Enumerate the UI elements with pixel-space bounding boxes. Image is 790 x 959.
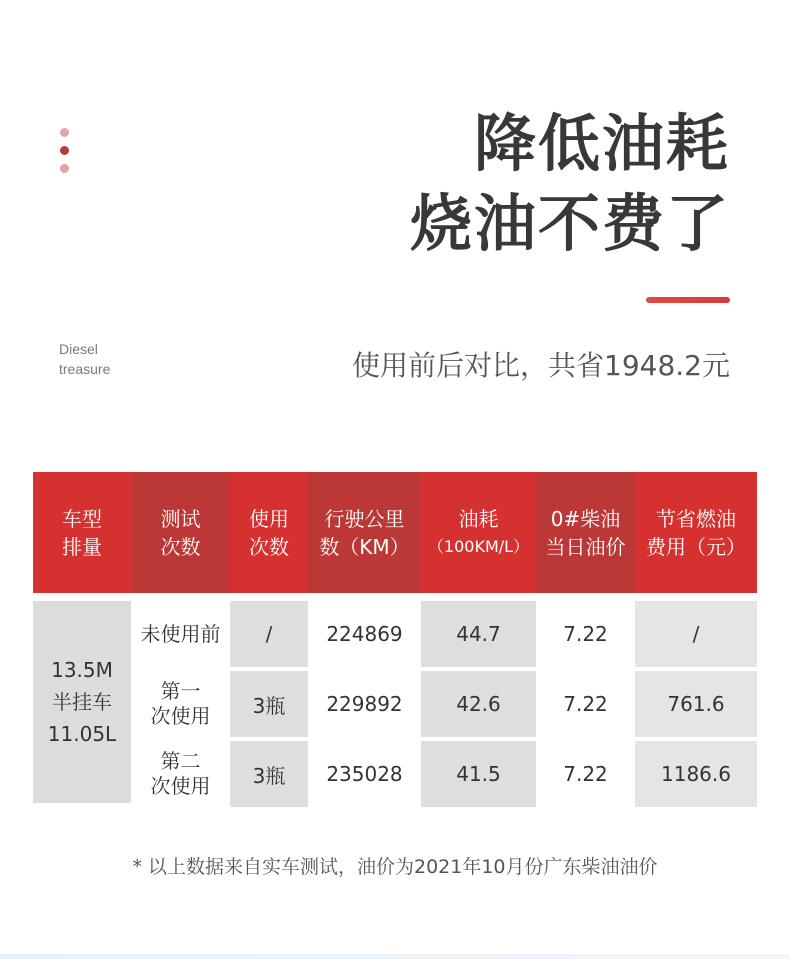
table-row: [33, 741, 757, 807]
comparison-subtitle: 使用前后对比，共省1948.2元: [352, 349, 730, 382]
header-model: 车型 排量: [33, 472, 131, 601]
usage-cell: 3瓶: [230, 671, 308, 741]
saving-cell: /: [635, 601, 757, 671]
header-fuel-saving: 节省燃油 费用（元）: [635, 472, 757, 601]
header-usage-count: 使用 次数: [230, 472, 308, 601]
header-diesel-price: 0#柴油 当日油价: [536, 472, 635, 601]
footnote: * 以上数据来自实车测试，油价为2021年10月份广东柴油油价: [132, 856, 658, 878]
mileage-cell: 224869: [308, 601, 421, 671]
header-mileage: 行驶公里 数（KM）: [308, 472, 421, 601]
mileage-cell: 229892: [308, 671, 421, 741]
consumption-cell: 42.6: [421, 671, 536, 741]
saving-cell: 761.6: [635, 671, 757, 741]
mileage-cell: 235028: [308, 741, 421, 807]
saving-cell: 1186.6: [635, 741, 757, 807]
headline: [410, 104, 730, 264]
consumption-cell: 41.5: [421, 741, 536, 807]
vehicle-model-cell: 13.5M 半挂车 11.05L: [33, 601, 131, 807]
usage-cell: 3瓶: [230, 741, 308, 807]
price-cell: 7.22: [536, 671, 635, 741]
brand-line-2: treasure: [59, 361, 111, 377]
table-row: [33, 671, 757, 741]
price-cell: 7.22: [536, 741, 635, 807]
header-test-count: 测试 次数: [131, 472, 230, 601]
header-fuel-consumption: 油耗 （100KM/L）: [421, 472, 536, 601]
brand-text: [59, 339, 110, 379]
test-label-cell: 第一 次使用: [131, 671, 230, 741]
test-label-cell: 第二 次使用: [131, 741, 230, 807]
decorative-dots: [60, 128, 70, 182]
dot-icon: [60, 146, 69, 155]
headline-line-1: 降低油耗: [473, 107, 730, 180]
consumption-cell: 44.7: [421, 601, 536, 671]
table-row: [33, 601, 757, 671]
brand-line-1: Diesel: [59, 341, 98, 357]
price-cell: 7.22: [536, 601, 635, 671]
bottom-band: [0, 954, 790, 959]
test-label-cell: 未使用前: [131, 601, 230, 671]
headline-line-2: 烧油不费了: [409, 187, 730, 260]
table-header-row: [33, 472, 757, 601]
usage-cell: /: [230, 601, 308, 671]
accent-bar: [646, 297, 730, 303]
dot-icon: [60, 164, 69, 173]
comparison-table: [33, 472, 757, 807]
dot-icon: [60, 128, 69, 137]
